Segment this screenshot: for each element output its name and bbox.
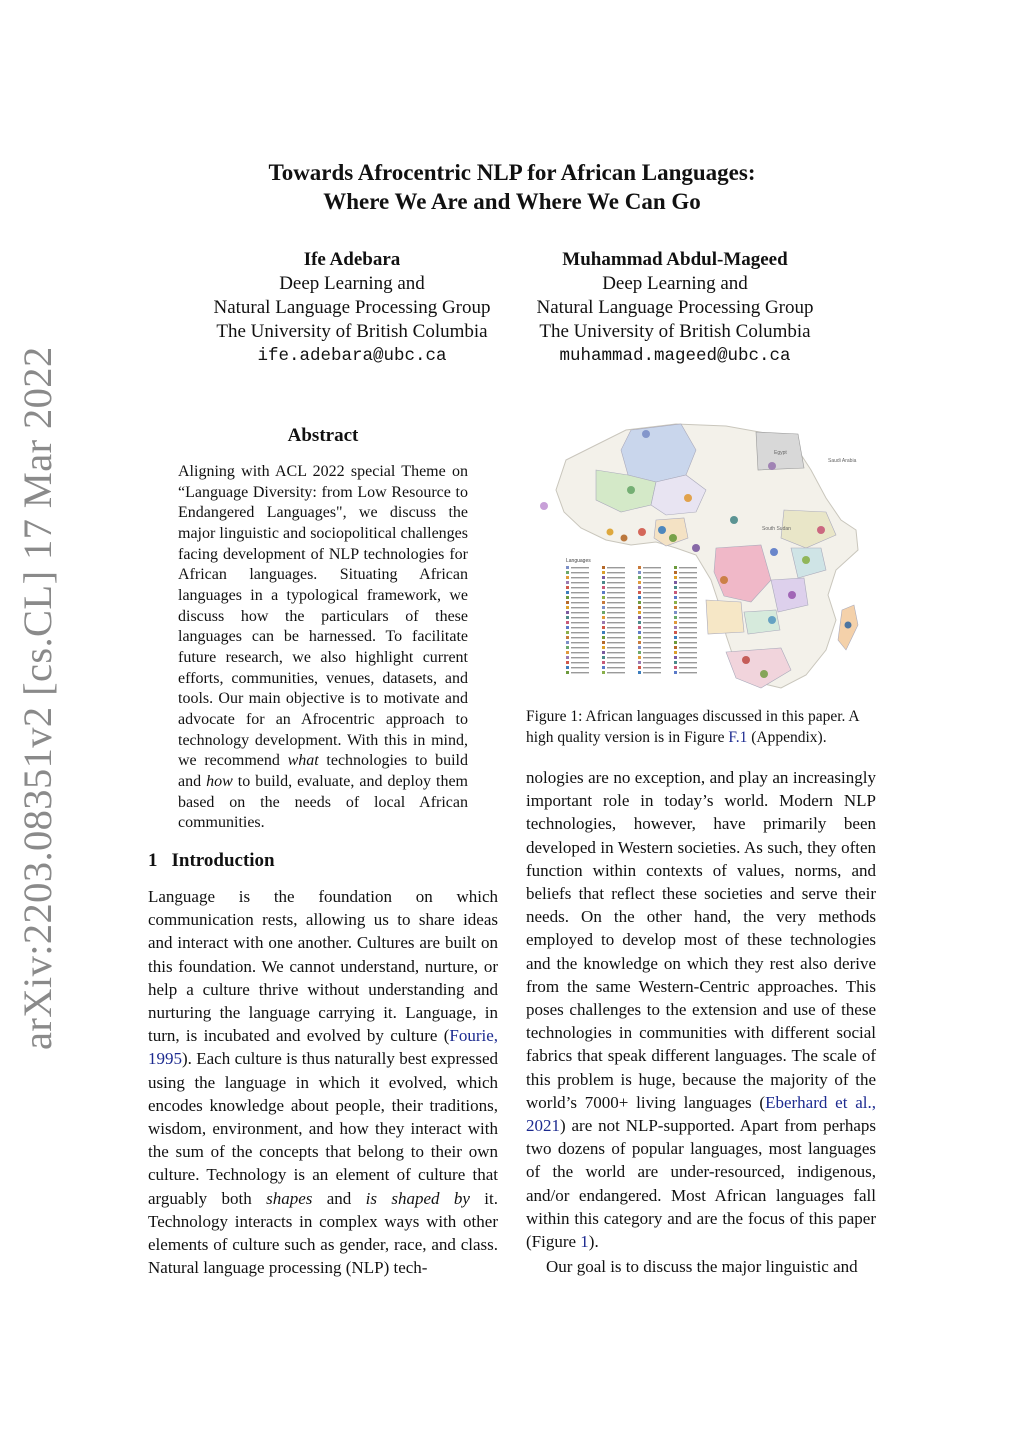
author-block-1 xyxy=(196,248,508,368)
abstract-text xyxy=(178,462,468,834)
legend-entry-label xyxy=(643,567,661,568)
legend-entry-label xyxy=(607,567,625,568)
legend-entry-label xyxy=(571,577,589,578)
legend-swatch xyxy=(566,656,569,659)
legend-entry-label xyxy=(571,592,589,593)
language-marker xyxy=(627,486,635,494)
legend-entry-label xyxy=(571,672,589,673)
legend-entry-label xyxy=(679,627,697,628)
legend-swatch xyxy=(674,581,677,584)
legend-swatch xyxy=(638,606,641,609)
legend-entry-label xyxy=(679,667,697,668)
legend-entry-label xyxy=(571,612,589,613)
language-marker xyxy=(802,556,810,564)
legend-entry-label xyxy=(571,657,589,658)
legend-swatch xyxy=(566,646,569,649)
legend-swatch xyxy=(638,571,641,574)
legend-swatch xyxy=(638,591,641,594)
legend-swatch xyxy=(602,576,605,579)
language-marker xyxy=(742,656,750,664)
legend-swatch xyxy=(638,661,641,664)
island-marker xyxy=(540,502,548,510)
section-title: Introduction xyxy=(171,850,275,871)
legend-swatch xyxy=(638,631,641,634)
legend-swatch xyxy=(674,631,677,634)
legend-entry-label xyxy=(607,662,625,663)
author-affiliation: Deep Learning and xyxy=(279,273,425,294)
citation-link[interactable]: Fourie, 1995 xyxy=(148,1026,498,1069)
legend-entry-label xyxy=(607,602,625,603)
author-affiliation: Natural Language Processing Group xyxy=(213,297,491,318)
legend-swatch xyxy=(602,601,605,604)
legend-swatch xyxy=(638,646,641,649)
legend-entry-label xyxy=(607,622,625,623)
legend-entry-label xyxy=(607,632,625,633)
legend-swatch xyxy=(638,596,641,599)
abstract-text-run: to build, evaluate, and deploy them based on the needs of local African communities. xyxy=(178,772,468,832)
legend-entry-label xyxy=(643,667,661,668)
legend-swatch xyxy=(566,666,569,669)
legend-swatch xyxy=(674,591,677,594)
legend-entry-label xyxy=(679,602,697,603)
legend-header: Languages xyxy=(566,558,591,564)
legend-swatch xyxy=(602,606,605,609)
legend-entry-label xyxy=(643,592,661,593)
legend-swatch xyxy=(638,566,641,569)
legend-entry-label xyxy=(643,577,661,578)
legend-entry-label xyxy=(679,592,697,593)
legend-entry-label xyxy=(679,662,697,663)
author-name: Muhammad Abdul-Mageed xyxy=(562,249,788,270)
abstract-emphasis: what xyxy=(287,752,319,770)
legend-swatch xyxy=(638,656,641,659)
legend-swatch xyxy=(638,611,641,614)
legend-swatches xyxy=(566,566,697,674)
legend-swatch xyxy=(566,606,569,609)
legend-swatch xyxy=(638,581,641,584)
author-block-2 xyxy=(516,248,834,368)
caption-text: (Appendix). xyxy=(747,729,827,746)
legend-entry-label xyxy=(571,597,589,598)
section-number: 1 xyxy=(148,850,158,871)
legend-entry-label xyxy=(607,647,625,648)
legend-entry-label xyxy=(571,622,589,623)
legend-swatch xyxy=(566,611,569,614)
legend-swatch xyxy=(602,646,605,649)
legend-swatch xyxy=(638,616,641,619)
region-label-south-sudan: South Sudan xyxy=(762,526,791,532)
legend-entry-label xyxy=(643,617,661,618)
legend-swatch xyxy=(674,596,677,599)
legend-swatch xyxy=(674,571,677,574)
legend-swatch xyxy=(638,641,641,644)
legend-swatch xyxy=(674,576,677,579)
author-email[interactable]: muhammad.mageed@ubc.ca xyxy=(559,346,791,366)
legend-entry-label xyxy=(571,572,589,573)
legend-swatch xyxy=(638,636,641,639)
legend-entry-label xyxy=(571,567,589,568)
language-marker xyxy=(788,591,796,599)
legend-swatch xyxy=(602,621,605,624)
legend-swatch xyxy=(602,571,605,574)
text-run: and xyxy=(312,1188,366,1208)
legend-swatch xyxy=(566,641,569,644)
legend-entry-label xyxy=(607,672,625,673)
legend-swatch xyxy=(602,671,605,674)
legend-swatch xyxy=(674,656,677,659)
legend-entry-label xyxy=(607,582,625,583)
region-algeria xyxy=(621,424,696,482)
figure-reference-link[interactable]: 1 xyxy=(580,1232,589,1252)
language-marker xyxy=(642,430,650,438)
legend-swatch xyxy=(638,601,641,604)
legend-swatch xyxy=(602,651,605,654)
legend-swatch xyxy=(674,611,677,614)
legend-entry-label xyxy=(643,627,661,628)
legend-entry-label xyxy=(607,652,625,653)
legend-swatch xyxy=(602,641,605,644)
legend-entry-label xyxy=(679,637,697,638)
legend-swatch xyxy=(602,626,605,629)
legend-swatch xyxy=(566,631,569,634)
legend-swatch xyxy=(566,621,569,624)
citation-link[interactable]: Eberhard et al., 2021 xyxy=(526,1092,876,1136)
legend-swatch xyxy=(602,566,605,569)
left-column-text xyxy=(148,885,498,1279)
legend-entry-label xyxy=(679,587,697,588)
legend-swatch xyxy=(566,661,569,664)
language-marker xyxy=(768,616,776,624)
legend-entry-label xyxy=(643,657,661,658)
legend-entry-label xyxy=(607,592,625,593)
legend-entry-label xyxy=(643,672,661,673)
legend-entry-label xyxy=(643,597,661,598)
legend-swatch xyxy=(674,626,677,629)
legend-entry-label xyxy=(679,647,697,648)
legend-entry-label xyxy=(679,567,697,568)
legend-entry-label xyxy=(571,662,589,663)
legend-entry-label xyxy=(571,667,589,668)
legend-swatch xyxy=(674,636,677,639)
legend-swatch xyxy=(674,601,677,604)
paper-title xyxy=(0,158,1024,216)
legend-swatch xyxy=(674,646,677,649)
legend-swatch xyxy=(674,586,677,589)
legend-swatch xyxy=(674,566,677,569)
legend-swatch xyxy=(602,661,605,664)
legend-swatch xyxy=(566,626,569,629)
abstract-heading: Abstract xyxy=(287,425,359,446)
legend-entry-label xyxy=(607,627,625,628)
legend-entry-label xyxy=(643,662,661,663)
legend-entry-label xyxy=(643,647,661,648)
legend-swatch xyxy=(566,566,569,569)
legend-swatch xyxy=(566,591,569,594)
legend-entry-label xyxy=(607,607,625,608)
author-email[interactable]: ife.adebara@ubc.ca xyxy=(257,346,447,366)
legend-swatch xyxy=(566,596,569,599)
legend-entry-label xyxy=(571,632,589,633)
figure-africa-map xyxy=(536,420,874,692)
legend-swatch xyxy=(638,666,641,669)
legend-entry-label xyxy=(571,627,589,628)
abstract-emphasis: how xyxy=(206,772,233,790)
language-marker xyxy=(684,494,692,502)
legend-swatch xyxy=(602,591,605,594)
legend-swatch xyxy=(602,596,605,599)
africa-language-map xyxy=(536,420,874,692)
legend-swatch xyxy=(602,616,605,619)
legend-entry-label xyxy=(679,657,697,658)
legend-entry-label xyxy=(607,617,625,618)
caption-text: Figure 1: African languages discussed in this paper. A high quality version is in Figure xyxy=(526,708,859,746)
legend-swatch xyxy=(566,671,569,674)
legend-swatch xyxy=(638,651,641,654)
abstract-text-run: technologies to build and xyxy=(178,752,468,790)
language-marker xyxy=(760,670,768,678)
author-name: Ife Adebara xyxy=(303,249,401,270)
legend-entry-label xyxy=(607,637,625,638)
language-marker xyxy=(607,529,614,536)
language-marker xyxy=(669,534,677,542)
legend-entry-label xyxy=(571,587,589,588)
legend-entry-label xyxy=(679,572,697,573)
legend-entry-label xyxy=(607,642,625,643)
figure-reference-link[interactable]: F.1 xyxy=(728,729,748,746)
language-marker xyxy=(658,526,666,534)
legend-swatch xyxy=(602,666,605,669)
text-run: ) are not NLP-supported. Apart from perhaps two dozens of popular languages, most languages of the world are under-resourced, indigenous, and/or endangered. Most African languages fall within this category and are the focus of this paper (Figure xyxy=(526,1116,876,1252)
legend-entry-label xyxy=(679,642,697,643)
language-marker xyxy=(720,576,728,584)
legend-swatch xyxy=(566,581,569,584)
legend-entry-label xyxy=(571,602,589,603)
language-marker xyxy=(770,548,778,556)
text-run: nologies are no exception, and play an increasingly important role in today’s world. Modern NLP technologies, however, have primarily been developed in Western societies. As such, they often function within contexts of values, norms, and beliefs that reflect these societies and serve their needs. On the other hand, the very methods employed to develop most of these technologies and the knowledge on which they rest also derive from the same Western-Centric approaches. This poses challenges to the extension and use of these technologies in communities with different social fabrics that speak different languages. The scale of this problem is huge, because the majority of the world’s 7000+ living languages ( xyxy=(526,768,876,1112)
legend-entry-label xyxy=(571,652,589,653)
legend-swatch xyxy=(602,656,605,659)
legend-swatch xyxy=(566,601,569,604)
language-marker xyxy=(692,544,700,552)
legend-entry-label xyxy=(571,637,589,638)
legend-swatch xyxy=(566,586,569,589)
paragraph: Our goal is to discuss the major linguistic and xyxy=(546,1257,858,1277)
legend-swatch xyxy=(602,611,605,614)
legend-swatch xyxy=(566,616,569,619)
legend-entry-label xyxy=(643,607,661,608)
region-label-saudi-arabia: Saudi Arabia xyxy=(828,458,857,464)
language-marker xyxy=(638,528,646,536)
legend-entry-label xyxy=(571,642,589,643)
legend-entry-label xyxy=(679,612,697,613)
legend-entry-label xyxy=(607,587,625,588)
legend-swatch xyxy=(566,636,569,639)
paragraph xyxy=(526,766,876,1253)
author-affiliation: The University of British Columbia xyxy=(539,321,811,342)
legend-entry-label xyxy=(679,622,697,623)
paragraph xyxy=(148,885,498,1279)
text-run: it. Technology interacts in complex ways with other elements of culture such as gender, race, and class. Natural language processing (NLP) tech- xyxy=(148,1188,498,1278)
legend-entry-label xyxy=(571,582,589,583)
language-marker xyxy=(621,535,628,542)
legend-entry-label xyxy=(679,652,697,653)
title-line-2: Where We Are and Where We Can Go xyxy=(323,189,701,214)
legend-swatch xyxy=(674,606,677,609)
legend-swatch xyxy=(674,666,677,669)
map-legend xyxy=(566,558,697,674)
legend-entry-label xyxy=(607,667,625,668)
text-run: ). Each culture is thus naturally best expressed using the language in which it evolved, which encodes knowledge about people, their traditions, wisdom, environment, and how they interact with the sum of the concepts that belong to their own culture. Technology is an element of culture that arguably both xyxy=(148,1049,498,1208)
author-affiliation: The University of British Columbia xyxy=(216,321,488,342)
figure-caption xyxy=(526,706,882,748)
language-marker xyxy=(845,622,852,629)
legend-swatch xyxy=(674,661,677,664)
arxiv-identifier: arXiv:2203.08351v2 [cs.CL] 17 Mar 2022 xyxy=(15,346,60,1050)
legend-entry-label xyxy=(571,617,589,618)
legend-entry-label xyxy=(607,597,625,598)
legend-entry-label xyxy=(643,582,661,583)
legend-swatch xyxy=(674,616,677,619)
author-affiliation: Deep Learning and xyxy=(602,273,748,294)
legend-swatch xyxy=(638,576,641,579)
language-marker xyxy=(817,526,825,534)
legend-swatch xyxy=(602,631,605,634)
region-label-egypt: Egypt xyxy=(774,450,787,456)
legend-swatch xyxy=(674,671,677,674)
legend-entry-label xyxy=(607,577,625,578)
legend-entry-label xyxy=(643,652,661,653)
legend-entry-label xyxy=(571,607,589,608)
title-line-1: Towards Afrocentric NLP for African Languages: xyxy=(268,160,756,185)
legend-swatch xyxy=(602,636,605,639)
legend-swatch xyxy=(674,621,677,624)
legend-swatch xyxy=(638,626,641,629)
right-column-text xyxy=(526,766,876,1278)
legend-entry-label xyxy=(571,647,589,648)
legend-entry-label xyxy=(607,572,625,573)
legend-swatch xyxy=(674,651,677,654)
legend-entry-label xyxy=(607,657,625,658)
legend-entry-label xyxy=(679,577,697,578)
legend-entry-label xyxy=(679,582,697,583)
legend-entry-label xyxy=(679,672,697,673)
language-marker xyxy=(730,516,738,524)
text-run: ). xyxy=(588,1232,599,1252)
section-heading xyxy=(148,850,275,872)
legend-entry-label xyxy=(643,642,661,643)
legend-entry-label xyxy=(643,612,661,613)
legend-entry-label xyxy=(643,602,661,603)
legend-swatch xyxy=(566,571,569,574)
abstract-text-run: Aligning with ACL 2022 special Theme on “Language Diversity: from Low Resource to Endangered Languages", we discuss the major linguistic and sociopolitical challenges facing development of NLP technologies for African languages. Situating African languages in a typological framework, we discuss how the particulars of these languages can be harnessed. To facilitate future research, we also highlight current efforts, communities, venues, datasets, and tools. Our main objective is to motivate and advocate for an Afrocentric approach to technology development. With this in mind, we recommend xyxy=(178,463,468,770)
author-affiliation: Natural Language Processing Group xyxy=(536,297,814,318)
legend-swatch xyxy=(638,586,641,589)
legend-entry-label xyxy=(679,597,697,598)
legend-swatch xyxy=(674,641,677,644)
legend-swatch xyxy=(638,671,641,674)
legend-entry-label xyxy=(607,612,625,613)
legend-swatch xyxy=(566,576,569,579)
text-run: Language is the foundation on which communication rests, allowing us to share ideas and interact with one another. Cultures are built on this foundation. We cannot understand, nurture, or help a culture thrive without understanding and nurturing the language carrying it. Language, in turn, is incubated and evolved by culture ( xyxy=(148,887,498,1046)
legend-swatch xyxy=(566,651,569,654)
legend-entry-label xyxy=(679,607,697,608)
legend-entry-label xyxy=(643,637,661,638)
legend-entry-label xyxy=(643,572,661,573)
legend-entry-label xyxy=(643,587,661,588)
legend-entry-label xyxy=(679,617,697,618)
legend-entry-label xyxy=(643,632,661,633)
legend-entry-label xyxy=(643,622,661,623)
emphasis: shapes xyxy=(266,1188,313,1208)
legend-swatch xyxy=(602,581,605,584)
language-marker xyxy=(768,462,776,470)
emphasis: is shaped by xyxy=(365,1188,470,1208)
legend-swatch xyxy=(602,586,605,589)
legend-swatch xyxy=(638,621,641,624)
region-angola xyxy=(706,600,744,634)
legend-entry-label xyxy=(679,632,697,633)
